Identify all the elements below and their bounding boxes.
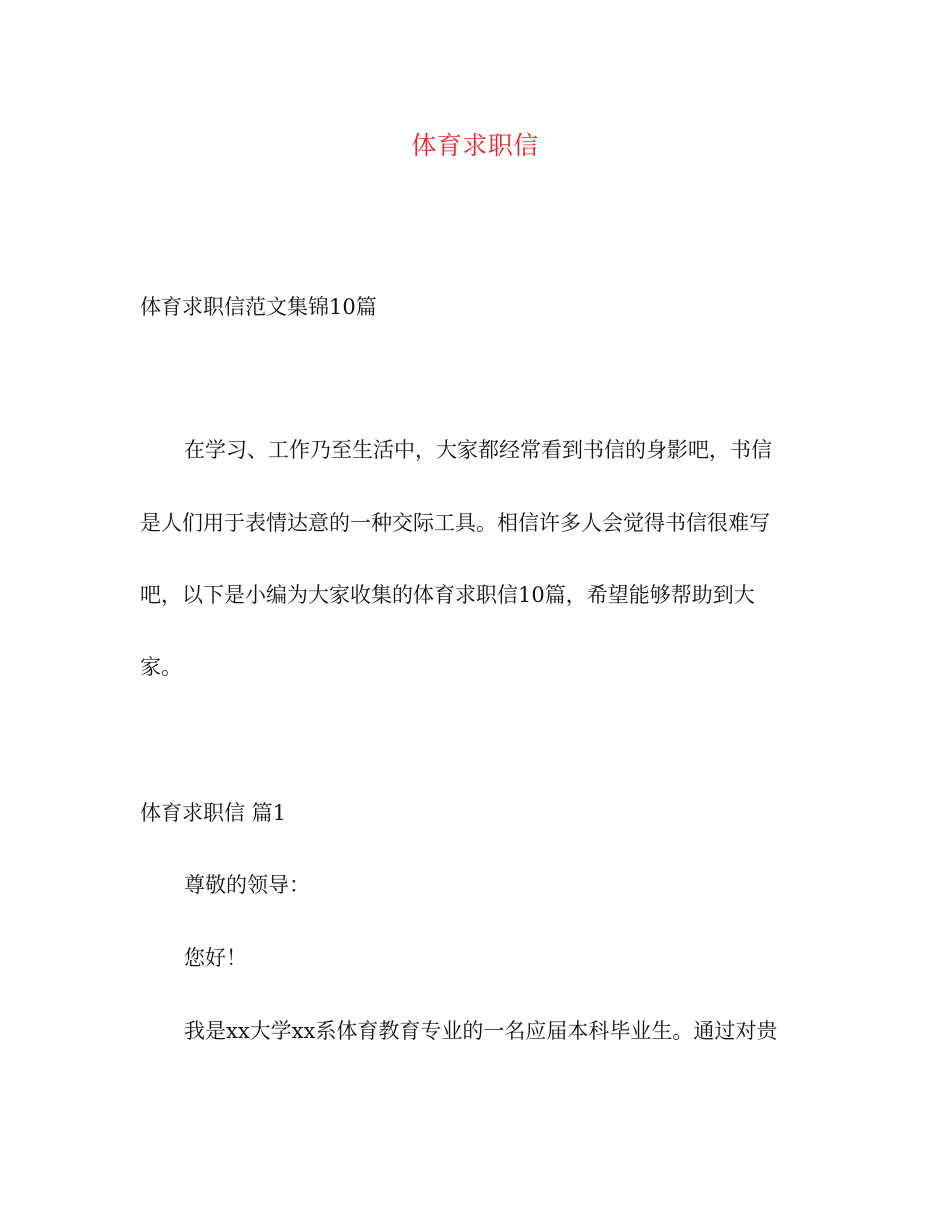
intro-line-1: 在学习、工作乃至生活中，大家都经常看到书信的身影吧，书信 bbox=[184, 438, 772, 462]
document-title: 体育求职信 bbox=[411, 131, 539, 160]
document-subtitle: 体育求职信范文集锦10篇 bbox=[140, 295, 377, 319]
greeting: 您好！ bbox=[184, 946, 247, 970]
intro-line-2: 是人们用于表情达意的一种交际工具。相信许多人会觉得书信很难写 bbox=[140, 511, 770, 535]
body-line-1: 我是xx大学xx系体育教育专业的一名应届本科毕业生。通过对贵 bbox=[184, 1019, 778, 1043]
intro-line-4: 家。 bbox=[140, 655, 182, 679]
section-heading: 体育求职信 篇1 bbox=[140, 801, 287, 825]
salutation: 尊敬的领导： bbox=[184, 873, 310, 897]
intro-line-3: 吧，以下是小编为大家收集的体育求职信10篇，希望能够帮助到大 bbox=[140, 583, 755, 607]
